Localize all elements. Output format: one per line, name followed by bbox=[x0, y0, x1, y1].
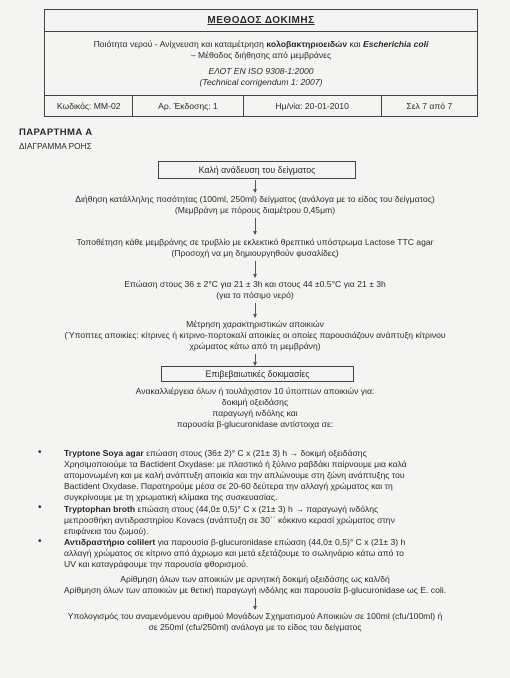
cfu-calculation: Υπολογισμός του αναμενόμενου αριθμού Μονάδων Σχηματισμού Αποικιών σε 100ml (cfu/100ml) ή σε 250ml (cfu/250ml) ανάλογα με το είδος του δείγματος bbox=[67, 611, 443, 632]
bullet-marker: • bbox=[38, 536, 42, 547]
flow-arrow bbox=[255, 303, 256, 317]
bullet-tryptophan: Tryptophan broth επώαση στους (44,0± 0,5)° C x (21± 3) h → παραγωγή ινδόλης μεπροσθήκη αντιδραστηρίου Kovacs (ανάπτυξη σε 30΄΄ κόκκινο κερασί χρώματος στην επιφάνεια του ζωμού). bbox=[64, 504, 395, 536]
bullet-tryptone: Tryptone Soya agar επώαση στους (36± 2)° C x (21± 3) h → δοκιμή οξειδάσης Χρησιμοποιούμε τα Bactident Oxydase: με πλαστικό ή ξύλινο ραβδάκι παίρνουμε μια καλά απομονωμένη και με καλή ανάπτυξη αποικία και την απλώνουμε στη ζώνη ανάπτυξης του Bactident Oxydase. Παρατηρούμε μέσα σε 20-60 δεύτερα την αλλαγή χρώματος και τη συγκρίνουμε με τη χρωματική κλίμακα της συσκευασίας. bbox=[64, 448, 407, 502]
method-description: Ποιότητα νερού - Ανίχνευση και καταμέτρηση κολοβακτηριοειδών και Escherichia coli – Μέθοδος διήθησης από μεμβράνες ΕΛΟΤ EN ISO 9308-1:2000 (Technical corrigendum 1: 2007) bbox=[45, 32, 477, 96]
doc-date: Ημ/νία: 20-01-2010 bbox=[244, 96, 382, 117]
annex-subtitle: ΔΙΑΓΡΑΜΜΑ ΡΟΗΣ bbox=[19, 141, 92, 151]
flow-subculture: Ανακαλλιέργεια όλων ή τουλάχιστον 10 ύποπτων αποικιών για: δοκιμή οξειδάσης παραγωγή ινδόλης και παρουσία β-glucuronidase αντίστοιχα σε: bbox=[135, 386, 375, 429]
count-summary: Αρίθμηση όλων των αποικιών με αρνητική δοκιμή οξειδάσης ως καλ/δή Αρίθμηση όλων των αποικιών με θετική παραγωγή ινδόλης και παρουσία β-glucuronidase ως E. coli. bbox=[63, 574, 447, 595]
flow-step-plating: Τοποθέτηση κάθε μεμβράνης σε τρυβλίο με εκλεκτικό θρεπτικό υπόστρωμα Lactose TTC agar (Προσοχή να μη δημιουργηθούν φυσαλίδες) bbox=[76, 237, 434, 258]
flow-step-incubation: Επώαση στους 36 ± 2°C για 21 ± 3h και στους 44 ±0.5°C για 21 ± 3h (για το πόσιμο νερό) bbox=[124, 279, 386, 300]
flow-arrow bbox=[255, 354, 256, 365]
flow-arrow bbox=[255, 261, 256, 277]
flow-arrow bbox=[255, 218, 256, 234]
document-header bbox=[44, 9, 478, 117]
doc-page: Σελ 7 από 7 bbox=[406, 101, 453, 111]
flow-step-filtration: Διήθηση κατάλληλης ποσότητας (100ml, 250ml) δείγματος (ανάλογα με το είδος του δείγματος) (Μεμβράνη με πόρους διαμέτρου 0,45μm) bbox=[75, 194, 435, 215]
bullet-marker: • bbox=[38, 447, 42, 458]
doc-code: Κωδικός: ΜΜ-02 bbox=[45, 96, 133, 117]
flow-arrow bbox=[255, 180, 256, 192]
flow-arrow bbox=[255, 598, 256, 609]
flow-step-mix: Καλή ανάδευση του δείγματος bbox=[158, 161, 356, 179]
annex-title: ΠΑΡΑΡΤΗΜΑ Α bbox=[19, 127, 93, 138]
bullet-marker: • bbox=[38, 502, 42, 513]
flow-step-confirmation: Επιβεβαιωτικές δοκιμασίες bbox=[161, 366, 354, 382]
header-meta-row bbox=[45, 96, 477, 117]
method-title: ΜΕΘΟΔΟΣ ΔΟΚΙΜΗΣ bbox=[45, 10, 477, 32]
flow-step-count: Μέτρηση χαρακτηριστικών αποικιών (Ύποπτες αποικίες: κίτρινες ή κιτρινο-πορτοκαλί αποικίες οι οποίες παρουσιάζουν ανάπτυξη κίτρινου χρώματος κάτω από τη μεμβράνη) bbox=[64, 319, 446, 351]
bullet-colilert: Αντιδραστήριο colilert για παρουσία β-glucuronidase επώαση (44,0± 0,5)° C x (21± 3) h αλλαγή χρώματος σε κίτρινο από άχρωμο και μετά εξετάζουμε το σωληνάριο κάτω από το UV και καταγράφουμε την παρουσία φθορισμού. bbox=[64, 537, 406, 569]
doc-edition: Αρ. Έκδοσης: 1 bbox=[133, 96, 243, 117]
